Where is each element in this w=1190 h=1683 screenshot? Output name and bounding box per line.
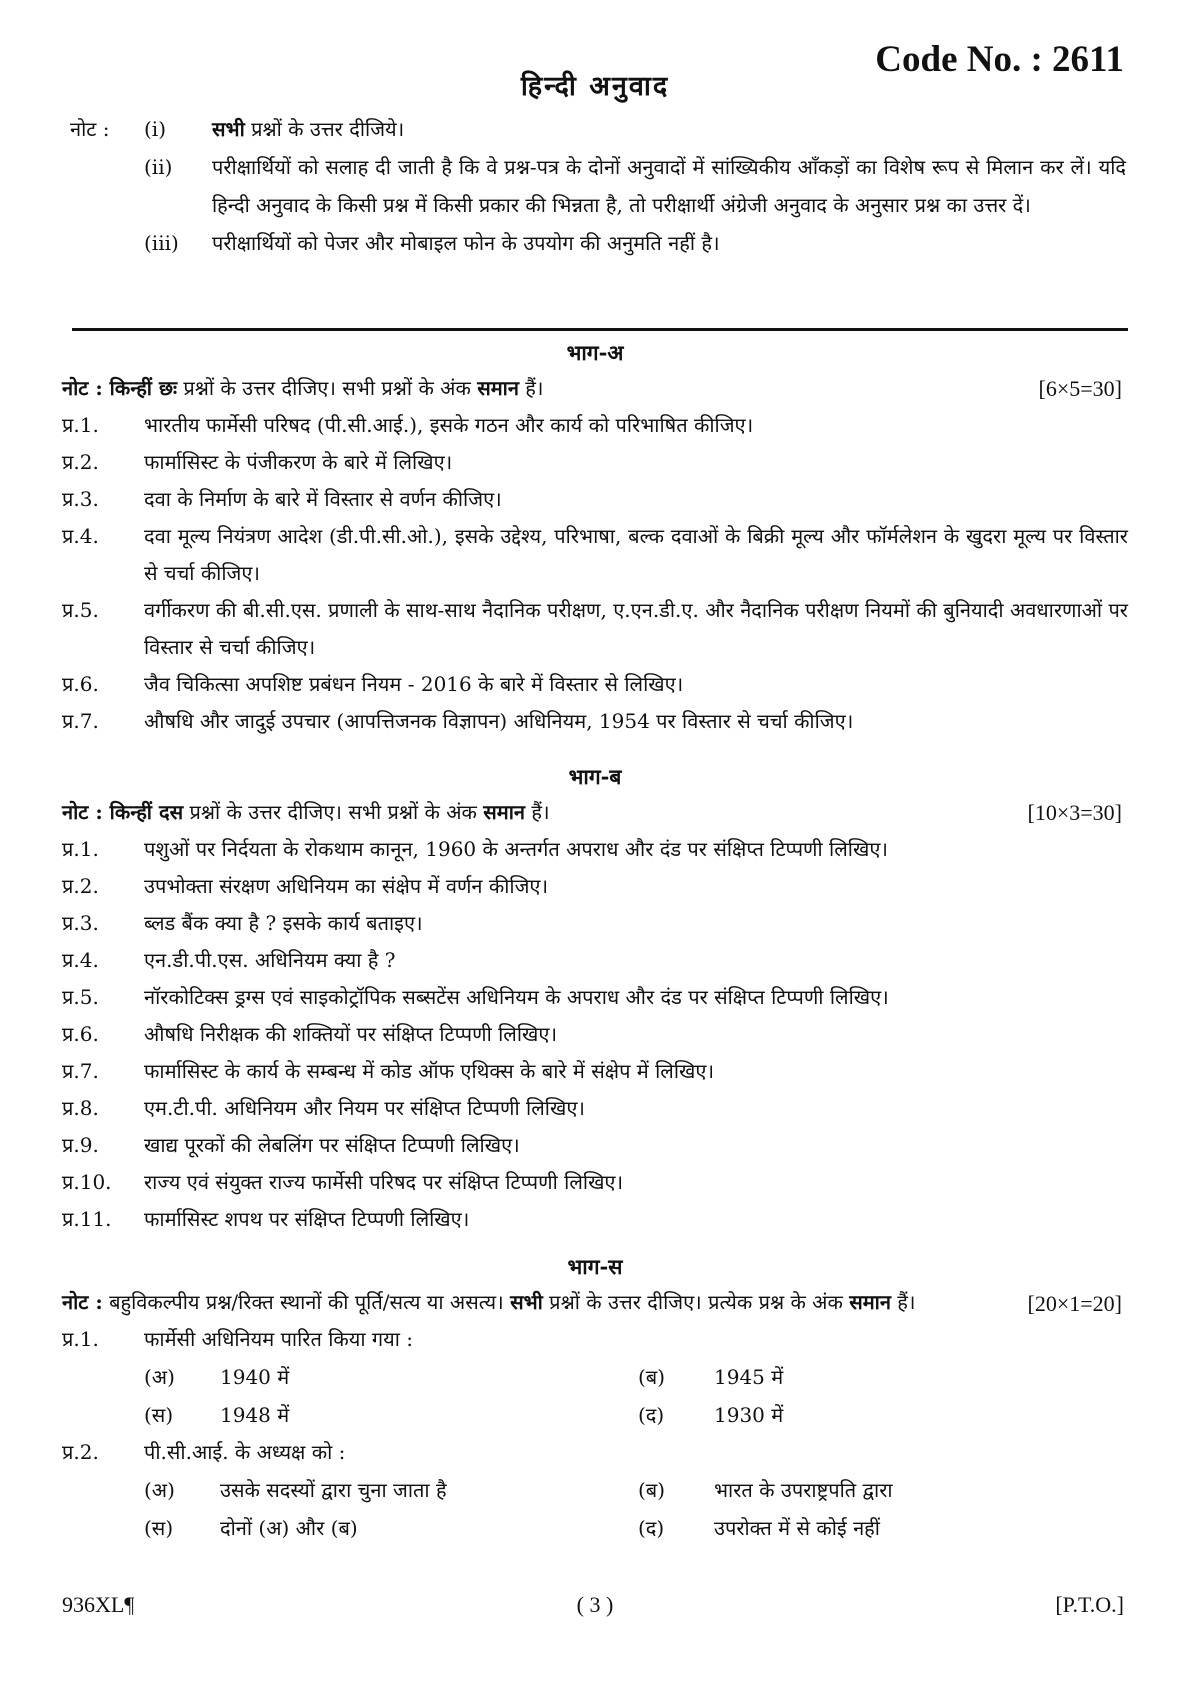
option-letter: (द) [638, 1516, 665, 1540]
note-text: बहुविकल्पीय प्रश्न/रिक्त स्थानों की पूर्ति/सत्य या असत्य। [102, 1290, 511, 1314]
section-note [62, 794, 1128, 831]
instruction-text: प्रश्नों के उत्तर दीजिये। [244, 117, 405, 141]
question-list [62, 407, 1128, 740]
options-row [62, 1471, 1128, 1509]
option [144, 1396, 289, 1434]
question-number: प्र.2. [62, 874, 99, 898]
question-text: फार्मासिस्ट के पंजीकरण के बारे में लिखिए। [144, 450, 453, 474]
question-number: प्र.5. [62, 598, 99, 622]
section-note [62, 1284, 1128, 1321]
question [62, 942, 1128, 979]
option-letter: (स) [144, 1403, 174, 1427]
question-text: औषधि और जादुई उपचार (आपत्तिजनक विज्ञापन) अधिनियम, 1954 पर विस्तार से चर्चा कीजिए। [144, 709, 854, 733]
question [62, 1090, 1128, 1127]
note-lead: नोट : किन्हीं छः [62, 376, 178, 400]
note-bold: समान [477, 376, 519, 400]
question-number: प्र.11. [62, 1207, 112, 1231]
question [62, 868, 1128, 905]
instruction-item [70, 148, 1126, 224]
question-text: पी.सी.आई. के अध्यक्ष को : [144, 1440, 346, 1464]
note-tail: हैं। [890, 1290, 916, 1314]
question-number: प्र.4. [62, 524, 99, 548]
question [62, 1053, 1128, 1090]
question [62, 1201, 1128, 1238]
question-text: वर्गीकरण की बी.सी.एस. प्रणाली के साथ-साथ नैदानिक परीक्षण, ए.एन.डी.ए. और नैदानिक परीक्षण नियमों की बुनियादी अवधारणाओं पर विस्तार से चर्चा कीजिए। [144, 598, 1128, 659]
option-letter: (अ) [144, 1365, 175, 1389]
question-number: प्र.1. [62, 1327, 99, 1351]
option-letter: (ब) [638, 1365, 666, 1389]
question-number: प्र.1. [62, 837, 99, 861]
question [62, 905, 1128, 942]
question-number: प्र.5. [62, 985, 99, 1009]
note-tail: हैं। [525, 800, 550, 824]
question [62, 518, 1128, 592]
note-text: प्रश्नों के उत्तर दीजिए। प्रत्येक प्रश्न के अंक [542, 1290, 850, 1314]
question-text: ब्लड बैंक क्या है ? इसके कार्य बताइए। [144, 911, 423, 935]
footer-code: 936XL¶ [62, 1592, 135, 1617]
question-number: प्र.3. [62, 487, 99, 511]
question-text: नॉरकोटिक्स ड्रग्स एवं साइकोट्रॉपिक सब्सटेंस अधिनियम के अपराध और दंड पर संक्षिप्त टिप्पणी लिखिए। [144, 985, 889, 1009]
question [62, 666, 1128, 703]
question-text: दवा के निर्माण के बारे में विस्तार से वर्णन कीजिए। [144, 487, 502, 511]
question [62, 1164, 1128, 1201]
question-number: प्र.8. [62, 1096, 99, 1120]
question-number: प्र.6. [62, 1022, 99, 1046]
marks-label: [6×5=30] [1038, 376, 1122, 401]
note-text: प्रश्नों के उत्तर दीजिए। सभी प्रश्नों के अंक [183, 800, 484, 824]
option-letter: (ब) [638, 1478, 666, 1502]
divider [72, 328, 1128, 331]
note-bold: समान [849, 1290, 891, 1314]
option [638, 1396, 783, 1434]
question-number: प्र.9. [62, 1133, 99, 1157]
note-lead: नोट : [70, 117, 110, 141]
code-number: Code No. : 2611 [875, 39, 1124, 80]
instruction-number: (ii) [144, 155, 173, 179]
question-number: प्र.3. [62, 911, 99, 935]
question-number: प्र.6. [62, 672, 99, 696]
note-bold: सभी [510, 1290, 543, 1314]
question [62, 444, 1128, 481]
option [144, 1509, 358, 1547]
option [638, 1509, 880, 1547]
options-row [62, 1396, 1128, 1434]
note-lead: नोट : [62, 1290, 103, 1314]
question [62, 592, 1128, 666]
instruction-text: परीक्षार्थियों को सलाह दी जाती है कि वे प्रश्न-पत्र के दोनों अनुवादों में सांख्यिकीय आँकड़ों का विशेष रूप से मिलान कर लें। यदि हिन्दी अनुवाद के किसी प्रश्न में किसी प्रकार की भिन्नता है, तो परीक्षार्थी अंग्रेजी अनुवाद के अनुसार प्रश्न का उत्तर दें। [212, 155, 1126, 217]
option-text: 1948 में [220, 1403, 290, 1427]
page-title: हिन्दी अनुवाद [520, 71, 670, 102]
note-bold: समान [483, 800, 526, 824]
question [62, 979, 1128, 1016]
option [638, 1358, 783, 1396]
section-c [62, 1250, 1128, 1547]
question-text: एम.टी.पी. अधिनियम और नियम पर संक्षिप्त टिप्पणी लिखिए। [144, 1096, 585, 1120]
note-lead: नोट : किन्हीं दस [62, 800, 184, 824]
question [62, 1434, 1128, 1471]
question-list [62, 831, 1128, 1238]
section-b [62, 760, 1128, 1238]
option-text: दोनों (अ) और (ब) [220, 1516, 358, 1540]
option-letter: (स) [144, 1516, 174, 1540]
option [144, 1471, 447, 1509]
question [62, 831, 1128, 868]
section-note [62, 370, 1128, 407]
marks-label: [20×1=20] [1027, 1291, 1122, 1316]
note-text: प्रश्नों के उत्तर दीजिए। सभी प्रश्नों के अंक [177, 376, 478, 400]
option [638, 1471, 893, 1509]
option-text: उसके सदस्यों द्वारा चुना जाता है [220, 1478, 447, 1502]
option-letter: (अ) [144, 1478, 175, 1502]
option-text: भारत के उपराष्ट्रपति द्वारा [714, 1478, 893, 1502]
instruction-text: परीक्षार्थियों को पेजर और मोबाइल फोन के उपयोग की अनुमति नहीं है। [212, 231, 720, 255]
option-text: 1930 में [714, 1403, 784, 1427]
pto-label: [P.T.O.] [1055, 1592, 1124, 1617]
page-number: ( 3 ) [576, 1592, 614, 1617]
question-text: पशुओं पर निर्दयता के रोकथाम कानून, 1960 के अन्तर्गत अपराध और दंड पर संक्षिप्त टिप्पणी लिखिए। [144, 837, 888, 861]
question-text: औषधि निरीक्षक की शक्तियों पर संक्षिप्त टिप्पणी लिखिए। [144, 1022, 558, 1046]
question-text: फार्मासिस्ट के कार्य के सम्बन्ध में कोड ऑफ एथिक्स के बारे में संक्षेप में लिखिए। [144, 1059, 715, 1083]
question [62, 1016, 1128, 1053]
marks-label: [10×3=30] [1027, 800, 1122, 825]
question-text: राज्य एवं संयुक्त राज्य फार्मेसी परिषद पर संक्षिप्त टिप्पणी लिखिए। [144, 1170, 624, 1194]
note-tail: हैं। [518, 376, 544, 400]
section-title: भाग-अ [566, 340, 624, 365]
option-text: 1940 में [220, 1365, 290, 1389]
option-text: उपरोक्त में से कोई नहीं [714, 1516, 880, 1540]
question-text: फार्मासिस्ट शपथ पर संक्षिप्त टिप्पणी लिखिए। [144, 1207, 470, 1231]
option [144, 1358, 289, 1396]
question [62, 481, 1128, 518]
question-number: प्र.4. [62, 948, 99, 972]
section-title: भाग-स [567, 1254, 623, 1279]
question-text: जैव चिकित्सा अपशिष्ट प्रबंधन नियम - 2016 के बारे में विस्तार से लिखिए। [144, 672, 684, 696]
general-instructions [70, 110, 1126, 262]
options-row [62, 1509, 1128, 1547]
question-text: फार्मेसी अधिनियम पारित किया गया : [144, 1327, 414, 1351]
options-row [62, 1358, 1128, 1396]
section-title: भाग-ब [568, 764, 622, 789]
question [62, 703, 1128, 740]
question-number: प्र.7. [62, 709, 99, 733]
instruction-bold: सभी [212, 117, 245, 141]
instruction-number: (iii) [144, 231, 179, 255]
question-text: खाद्य पूरकों की लेबलिंग पर संक्षिप्त टिप्पणी लिखिए। [144, 1133, 520, 1157]
question-number: प्र.2. [62, 1440, 99, 1464]
question-number: प्र.1. [62, 413, 99, 437]
option-text: 1945 में [714, 1365, 784, 1389]
question-text: उपभोक्ता संरक्षण अधिनियम का संक्षेप में वर्णन कीजिए। [144, 874, 549, 898]
question-number: प्र.7. [62, 1059, 99, 1083]
option-letter: (द) [638, 1403, 665, 1427]
question [62, 1127, 1128, 1164]
question-number: प्र.10. [62, 1170, 112, 1194]
question-text: भारतीय फार्मेसी परिषद (पी.सी.आई.), इसके गठन और कार्य को परिभाषित कीजिए। [144, 413, 754, 437]
question-text: एन.डी.पी.एस. अधिनियम क्या है ? [144, 948, 396, 972]
question-text: दवा मूल्य नियंत्रण आदेश (डी.पी.सी.ओ.), इसके उद्देश्य, परिभाषा, बल्क दवाओं के बिक्री मूल्य और फॉर्मलेशन के खुदरा मूल्य पर विस्तार से चर्चा कीजिए। [144, 524, 1128, 585]
question [62, 407, 1128, 444]
instruction-item [70, 110, 1126, 148]
question [62, 1321, 1128, 1358]
instruction-number: (i) [144, 117, 167, 141]
question-number: प्र.2. [62, 450, 99, 474]
instruction-item [70, 224, 1126, 262]
section-a [62, 336, 1128, 740]
